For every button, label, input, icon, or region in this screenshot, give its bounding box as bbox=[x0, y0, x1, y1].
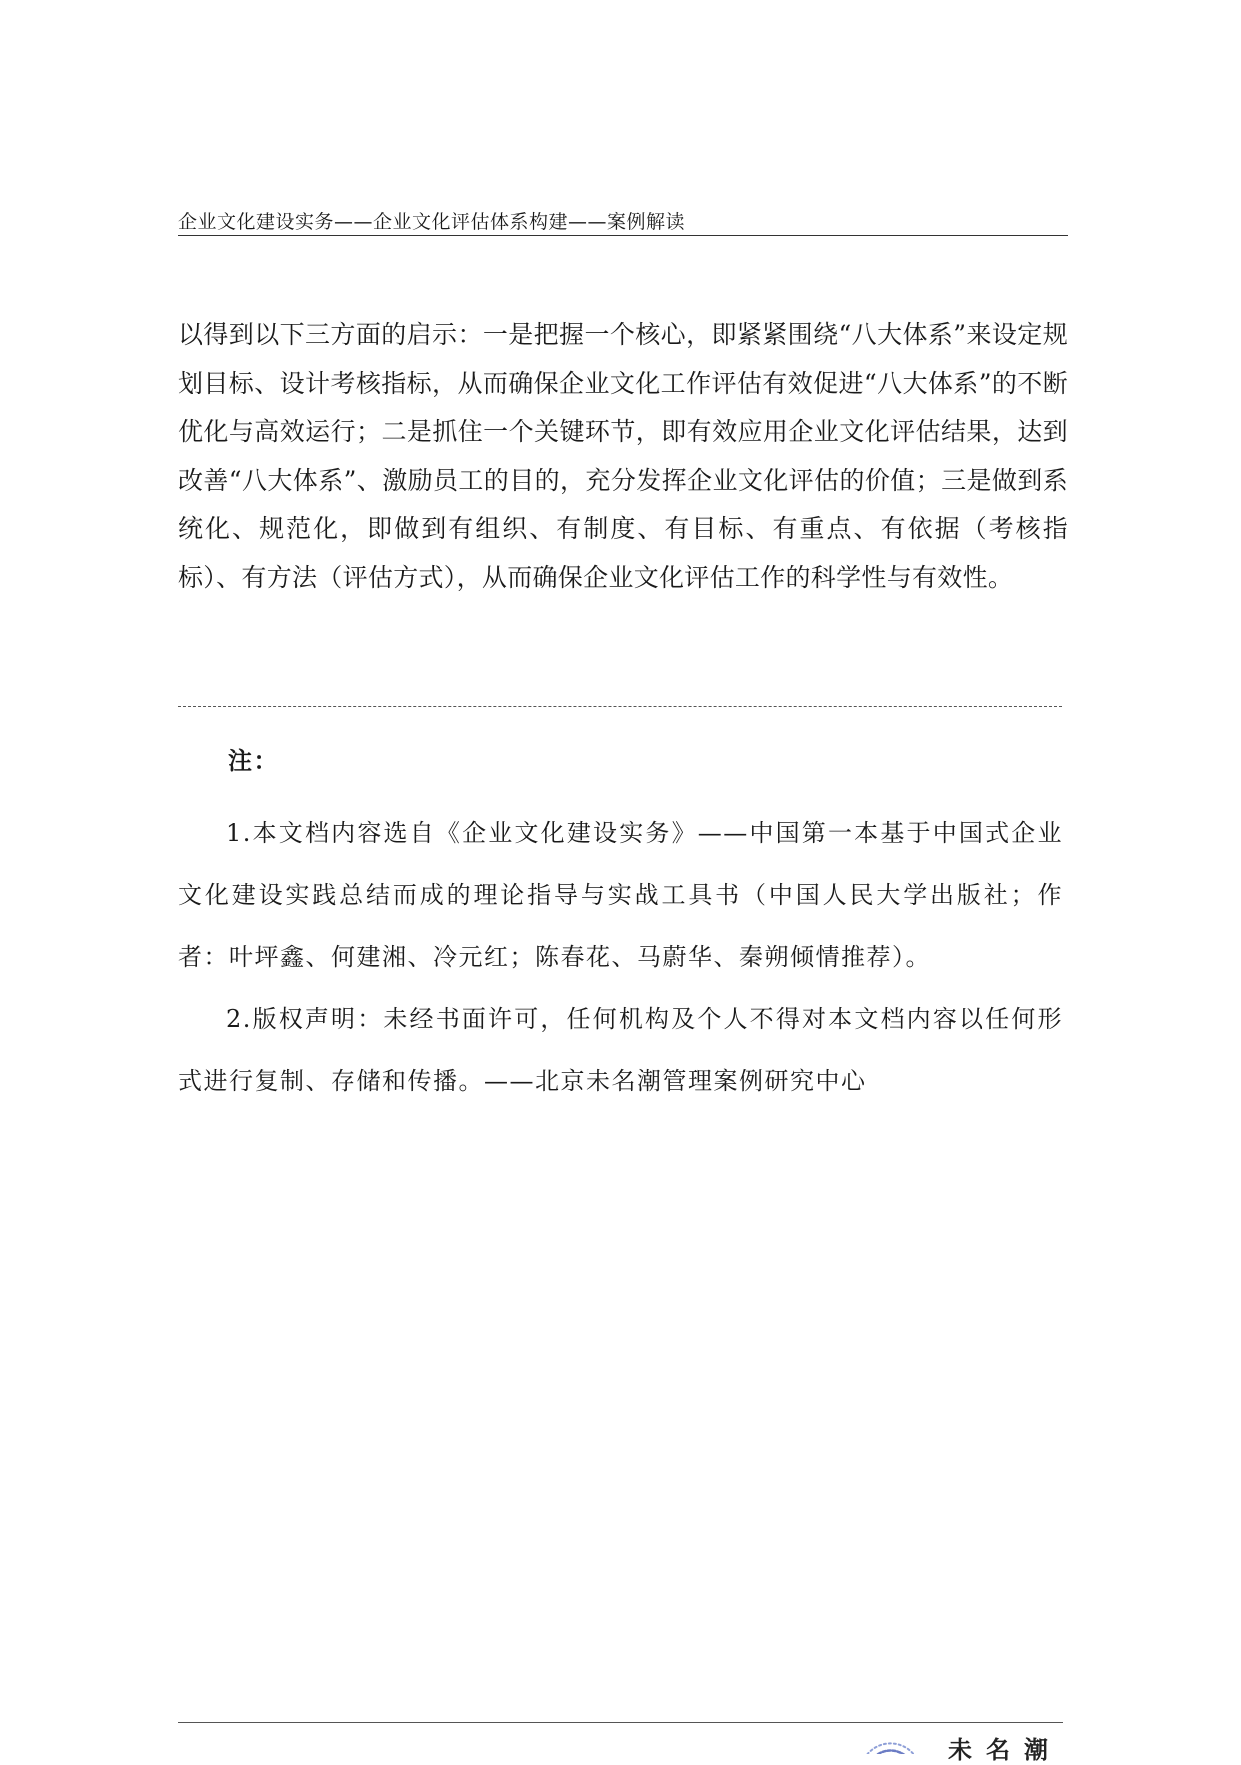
page-header: 企业文化建设实务——企业文化评估体系构建——案例解读 bbox=[178, 211, 686, 233]
footer-brand: 未名潮 bbox=[948, 1736, 1062, 1764]
dashed-divider bbox=[178, 706, 1062, 707]
note-item-copyright: 2.版权声明：未经书面许可，任何机构及个人不得对本文档内容以任何形式进行复制、存储和传播。——北京未名潮管理案例研究中心 bbox=[178, 1005, 1063, 1095]
body-paragraph: 以得到以下三方面的启示：一是把握一个核心，即紧紧围绕“八大体系”来设定规划目标、设计考核指标，从而确保企业文化工作评估有效促进“八大体系”的不断优化与高效运行；二是抓住一个关键环节，即有效应用企业文化评估结果，达到改善“八大体系”、激励员工的目的，充分发挥企业文化评估的价值；三是做到系统化、规范化，即做到有组织、有制度、有目标、有重点、有依据（考核指标）、有方法（评估方式），从而确保企业文化评估工作的科学性与有效性。 bbox=[178, 320, 1068, 592]
note-section bbox=[178, 742, 1063, 1112]
header-rule bbox=[178, 235, 1068, 236]
wave-logo-icon bbox=[855, 1728, 925, 1754]
note-item-source: 1.本文档内容选自《企业文化建设实务》——中国第一本基于中国式企业文化建设实践总结而成的理论指导与实战工具书（中国人民大学出版社；作者：叶坪鑫、何建湘、冷元红；陈春花、马蔚华、秦朔倾情推荐）。 bbox=[178, 819, 1063, 971]
note-title: 注： bbox=[228, 746, 279, 775]
footer-rule bbox=[178, 1722, 1063, 1723]
